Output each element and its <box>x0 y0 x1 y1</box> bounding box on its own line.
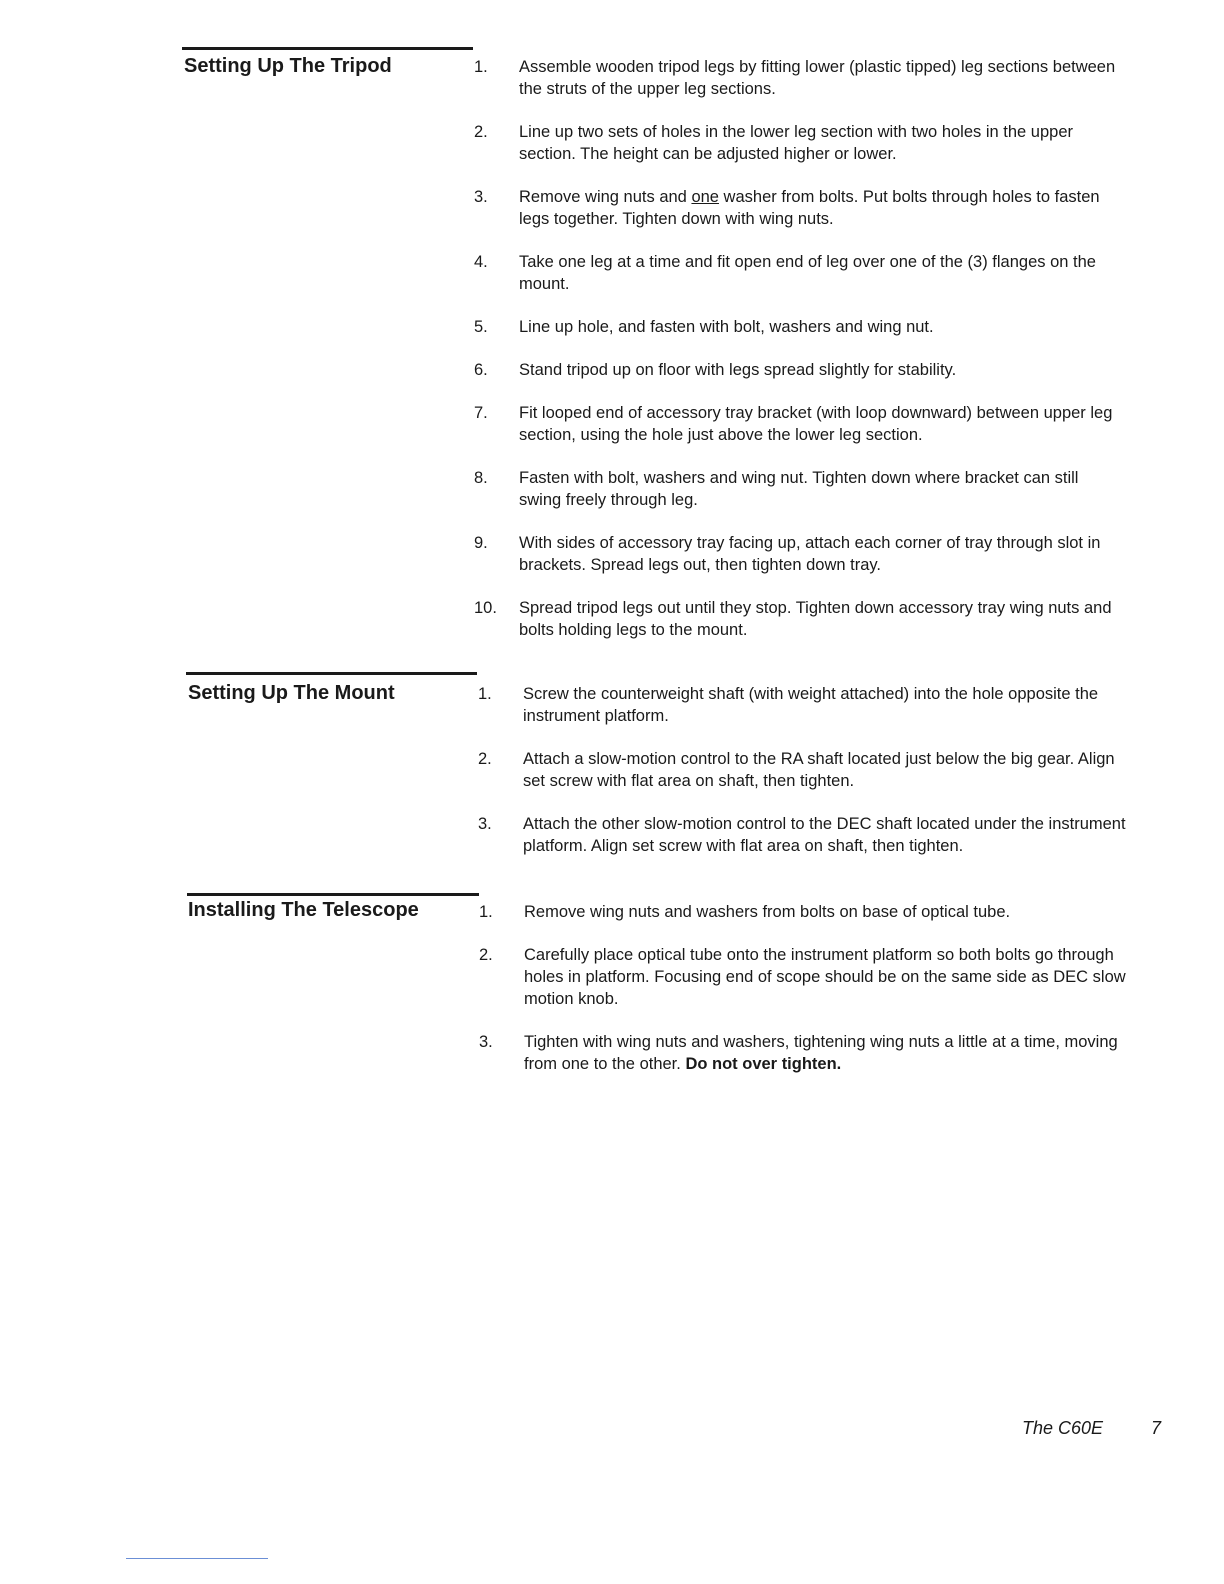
step-number: 7. <box>474 404 488 422</box>
step-number: 6. <box>474 361 488 379</box>
step-text <box>479 1031 1129 1075</box>
section-rule <box>182 47 473 50</box>
section-heading: Installing The Telescope <box>188 899 419 921</box>
step-number: 3. <box>474 188 488 206</box>
step-number: 10. <box>474 599 497 617</box>
step-item <box>478 748 1128 792</box>
step-item <box>474 316 1124 338</box>
step-text: Remove wing nuts and washers from bolts on base of optical tube. <box>524 903 1011 921</box>
bottom-divider <box>126 1558 268 1559</box>
step-number: 3. <box>478 815 492 833</box>
step-number: 5. <box>474 318 488 336</box>
step-item <box>478 683 1128 727</box>
step-number: 8. <box>474 469 488 487</box>
step-number: 9. <box>474 534 488 552</box>
step-list <box>479 901 1129 1096</box>
step-text <box>474 186 1124 230</box>
step-number: 2. <box>474 123 488 141</box>
step-item <box>479 944 1129 1010</box>
step-item <box>474 597 1124 641</box>
step-number: 1. <box>478 685 492 703</box>
step-number: 2. <box>478 750 492 768</box>
step-text: Stand tripod up on floor with legs spread slightly for stability. <box>519 361 957 379</box>
step-number: 2. <box>479 946 493 964</box>
step-item <box>474 56 1124 100</box>
step-text-bold: Do not over tighten. <box>685 1055 842 1073</box>
step-text: Line up two sets of holes in the lower leg section with two holes in the upper section. The height can be adjusted higher or lower. <box>519 123 1073 163</box>
step-text: With sides of accessory tray facing up, attach each corner of tray through slot in brackets. Spread legs out, then tighten down tray. <box>519 534 1101 574</box>
step-item <box>474 121 1124 165</box>
step-text: Attach the other slow-motion control to the DEC shaft located under the instrument platform. Align set screw with flat area on shaft, then tighten. <box>523 815 1126 855</box>
footer-title: The C60E <box>1022 1418 1104 1438</box>
step-text: Fit looped end of accessory tray bracket (with loop downward) between upper leg section, using the hole just above the lower leg section. <box>519 404 1113 444</box>
step-text: Line up hole, and fasten with bolt, washers and wing nut. <box>519 318 934 336</box>
step-text: Assemble wooden tripod legs by fitting lower (plastic tipped) leg sections between the struts of the upper leg sections. <box>519 58 1116 98</box>
step-list <box>478 683 1128 878</box>
step-item <box>479 1031 1129 1075</box>
step-item <box>474 402 1124 446</box>
step-number: 1. <box>474 58 488 76</box>
step-list <box>474 56 1124 662</box>
section-rule <box>187 893 479 896</box>
step-number: 4. <box>474 253 488 271</box>
step-text: Carefully place optical tube onto the instrument platform so both bolts go through holes in platform. Focusing end of scope should be on the same side as DEC slow motion knob. <box>524 946 1126 1008</box>
section-heading: Setting Up The Mount <box>188 682 395 704</box>
page-number: 7 <box>1151 1418 1162 1438</box>
step-item <box>474 532 1124 576</box>
section-heading: Setting Up The Tripod <box>184 55 392 77</box>
step-text-pre: Tighten with wing nuts and washers, tightening wing nuts a little at a time, moving from one to the other. <box>524 1033 1118 1073</box>
step-item <box>479 901 1129 923</box>
section-rule <box>186 672 477 675</box>
step-item <box>478 813 1128 857</box>
step-item <box>474 467 1124 511</box>
step-text-underlined: one <box>691 188 719 206</box>
step-text-pre: Remove wing nuts and <box>519 188 692 206</box>
step-item <box>474 251 1124 295</box>
step-text: Attach a slow-motion control to the RA shaft located just below the big gear. Align set screw with flat area on shaft, then tighten. <box>523 750 1115 790</box>
step-text: Fasten with bolt, washers and wing nut. Tighten down where bracket can still swing freely through leg. <box>519 469 1079 509</box>
step-number: 1. <box>479 903 493 921</box>
step-number: 3. <box>479 1033 493 1051</box>
step-item <box>474 359 1124 381</box>
step-text: Screw the counterweight shaft (with weight attached) into the hole opposite the instrument platform. <box>523 685 1099 725</box>
step-text: Take one leg at a time and fit open end of leg over one of the (3) flanges on the mount. <box>519 253 1096 293</box>
step-text-post: washer from bolts. Put bolts through holes to fasten legs together. Tighten down with wing nuts. <box>519 188 1100 228</box>
step-item <box>474 186 1124 230</box>
step-text: Spread tripod legs out until they stop. Tighten down accessory tray wing nuts and bolts holding legs to the mount. <box>519 599 1112 639</box>
